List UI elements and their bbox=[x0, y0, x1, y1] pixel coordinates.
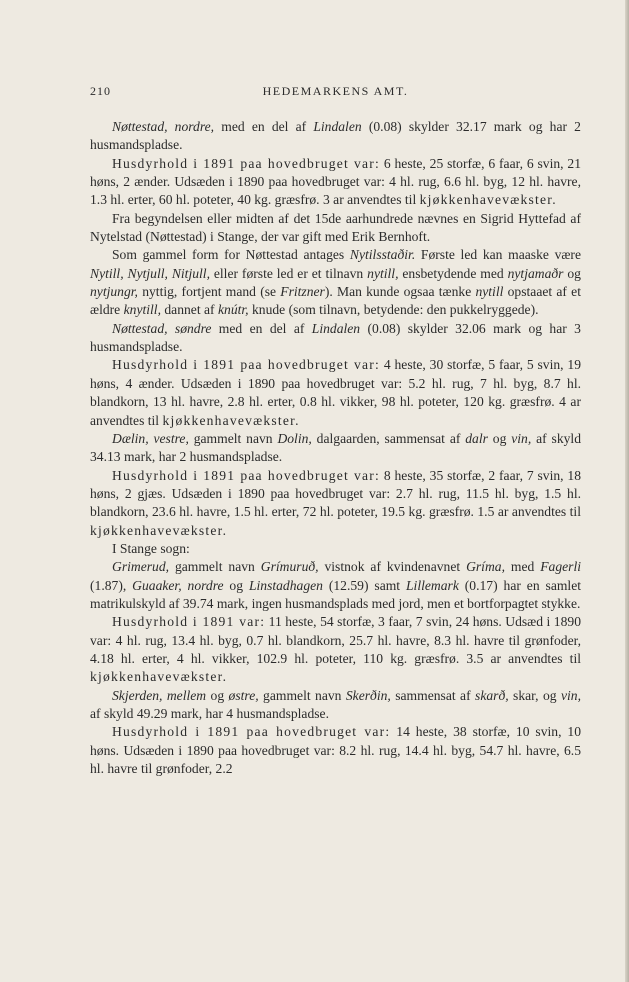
text-run: knude (som tilnavn, betydende: den pukkelryggede). bbox=[248, 302, 539, 318]
text-run: kjøkkenhavevækster. bbox=[419, 192, 557, 208]
text-run: ensbetydende med bbox=[398, 265, 508, 281]
text-run: Husdyrhold i 1891 paa hovedbruget var: bbox=[112, 467, 380, 483]
text-run: opstaaet af et ældre bbox=[90, 284, 581, 318]
italic-term: Nytilsstaðir. bbox=[349, 247, 416, 263]
italic-term: Nytill, Nytjull, Nitjull, bbox=[90, 265, 210, 281]
text-run: og bbox=[487, 430, 512, 446]
text-run: kjøkkenhavevækster. bbox=[90, 669, 228, 685]
paragraph bbox=[90, 118, 581, 155]
page-edge bbox=[625, 0, 629, 982]
text-run: Fra begyndelsen eller midten af det 15de aarhundrede nævnes en Sigrid Hyttefad af Nytelstad (Nøttestad) i Stange, der var gift med Erik Bernhoft. bbox=[90, 210, 581, 245]
italic-term: Skerðin, bbox=[345, 687, 391, 703]
italic-term: Lillemark bbox=[406, 577, 459, 593]
italic-term: dalr bbox=[465, 430, 488, 446]
text-run: og bbox=[563, 265, 581, 281]
italic-term: Lindalen bbox=[313, 119, 362, 134]
paragraph bbox=[90, 210, 581, 247]
text-run: ). Man kunde ogsaa tænke bbox=[324, 284, 476, 300]
text-run: 14 heste, 38 storfæ, 10 svin, 10 høns. Udsæden i 1890 paa hovedbruget var: 8.2 hl. rug, 14.4 hl. byg, 54.7 hl. havre, 6.5 hl. havre til grønfoder, 2.2 bbox=[90, 724, 582, 777]
text-run: kjøkkenhavevækster. bbox=[90, 522, 228, 538]
running-title: HEDEMARKENS AMT. bbox=[262, 84, 409, 98]
text-body bbox=[90, 118, 581, 778]
paragraph bbox=[90, 467, 581, 540]
text-run: Husdyrhold i 1891 paa hovedbruget var: bbox=[112, 155, 380, 171]
text-run: (0.17) har en samlet matrikulskyld af 39.74 mark, ingen husmandsplads med jord, men et bortforpagtet stykke. bbox=[90, 577, 582, 611]
text-run: 4 heste, 30 storfæ, 5 faar, 5 svin, 19 høns, 4 ænder. Udsæden i 1890 paa hovedbruget var: 5.2 hl. rug, 7 hl. byg, 8.7 hl. blandkorn, 13 hl. havre, 2.8 hl. erter, 0.8 hl. vikker, 98 hl. poteter, 120 kg. græsfrø. 4 ar anvendtes til bbox=[90, 357, 581, 428]
paragraph bbox=[90, 320, 581, 357]
italic-term: østre, bbox=[228, 687, 259, 703]
italic-term: Lindalen bbox=[311, 320, 361, 336]
paragraph bbox=[90, 430, 581, 467]
text-run: gammelt navn bbox=[188, 430, 278, 446]
italic-term: nytill bbox=[475, 284, 504, 300]
paragraph bbox=[90, 356, 581, 429]
text-run: med en del af bbox=[214, 119, 314, 134]
paragraph bbox=[90, 155, 581, 210]
italic-term: vin, bbox=[511, 430, 532, 446]
text-run: nyttig, fortjent mand (se bbox=[137, 284, 281, 300]
text-run: og bbox=[223, 577, 249, 593]
italic-term: knútr, bbox=[217, 302, 249, 318]
text-run: sammensat af bbox=[390, 687, 476, 703]
text-run: (0.08) skylder 32.06 mark og har 3 husmandspladse. bbox=[90, 320, 581, 355]
text-run: af skyld 34.13 mark, har 2 husmandspladse. bbox=[90, 430, 582, 465]
italic-term: nytjamaðr bbox=[507, 265, 564, 281]
paragraph bbox=[90, 558, 581, 613]
text-run: vistnok af kvindenavnet bbox=[318, 559, 467, 575]
text-run: dalgaarden, sammensat af bbox=[311, 430, 466, 446]
text-run: 8 heste, 35 storfæ, 2 faar, 7 svin, 18 høns, 2 gjæs. Udsæden i 1890 paa hovedbruget var: 2.7 hl. rug, 11.5 hl. byg, 1.5 hl. blandkorn, 23.6 hl. havre, 1.5 hl. erter, 72 hl. poteter, 19.5 kg. græsfrø. 1.5 ar anvendtes til bbox=[90, 467, 581, 520]
italic-term: nytjungr, bbox=[90, 284, 138, 300]
italic-term: Fagerli bbox=[540, 559, 582, 575]
italic-term: Linstadhagen bbox=[248, 577, 323, 593]
italic-term: nytill, bbox=[367, 265, 399, 281]
text-run: (12.59) samt bbox=[322, 577, 406, 593]
paragraph bbox=[90, 246, 581, 319]
paragraph bbox=[90, 613, 581, 686]
italic-term: Nøttestad, søndre bbox=[112, 320, 212, 336]
italic-term: Nøttestad, nordre, bbox=[112, 119, 215, 134]
italic-term: skarð, bbox=[475, 687, 509, 703]
text-run: dannet af bbox=[160, 302, 218, 318]
italic-term: Grímuruð, bbox=[260, 559, 319, 575]
text-run: Som gammel form for Nøttestad antages bbox=[112, 247, 350, 263]
italic-term: Fritzner bbox=[280, 284, 325, 300]
text-run: gammelt navn bbox=[258, 687, 346, 703]
text-run: 6 heste, 25 storfæ, 6 faar, 6 svin, 21 høns, 2 ænder. Udsæden i 1890 paa hovedbruget var: 4 hl. rug, 6.6 hl. byg, 12 hl. havre, 1.3 hl. erter, 60 hl. poteter, 40 kg. græsfrø. 3 ar anvendtes til bbox=[90, 155, 581, 208]
paragraph bbox=[90, 723, 581, 778]
italic-term: Gríma, bbox=[466, 559, 505, 575]
italic-term: Skjerden, mellem bbox=[112, 687, 207, 703]
text-run: kjøkkenhavevækster. bbox=[162, 412, 300, 428]
text-run: skar, og bbox=[508, 687, 561, 703]
text-run: Husdyrhold i 1891 var: bbox=[112, 614, 266, 630]
paragraph bbox=[90, 540, 581, 558]
italic-term: vin, bbox=[560, 687, 581, 703]
paragraph bbox=[90, 687, 581, 724]
text-run: Første led kan maaske være bbox=[415, 247, 581, 263]
text-run: med bbox=[504, 559, 541, 575]
italic-term: Dolin, bbox=[277, 430, 312, 446]
text-run: I Stange sogn: bbox=[112, 540, 190, 556]
text-run: eller første led er et tilnavn bbox=[209, 265, 368, 281]
text-run: Husdyrhold i 1891 paa hovedbruget var: bbox=[112, 724, 391, 740]
text-run: og bbox=[206, 687, 229, 703]
text-run: med en del af bbox=[211, 320, 312, 336]
text-run: gammelt navn bbox=[169, 559, 261, 575]
italic-term: Dælin, vestre, bbox=[112, 430, 189, 446]
italic-term: knytill, bbox=[123, 302, 161, 318]
page-number: 210 bbox=[90, 84, 111, 98]
italic-term: Guaaker, nordre bbox=[132, 577, 224, 593]
text-run: (1.87), bbox=[90, 577, 133, 593]
text-run: Husdyrhold i 1891 paa hovedbruget var: bbox=[112, 357, 380, 373]
text-run: af skyld 49.29 mark, har 4 husmandspladse. bbox=[90, 706, 329, 721]
italic-term: Grimerud, bbox=[112, 559, 170, 575]
text-run: 11 heste, 54 storfæ, 3 faar, 7 svin, 24 høns. Udsæd i 1890 var: 4 hl. rug, 13.4 hl. byg, 0.7 hl. blandkorn, 25.7 hl. havre, 8.3 hl. havre til grønfoder, 4.18 hl. erter, 4 hl. vikker, 102.9 hl. poteter, 110 kg. græsfrø. 3.5 ar anvendtes til bbox=[90, 614, 581, 666]
text-run: (0.08) skylder 32.17 mark og har 2 husmandspladse. bbox=[90, 119, 581, 153]
running-header bbox=[90, 84, 581, 102]
